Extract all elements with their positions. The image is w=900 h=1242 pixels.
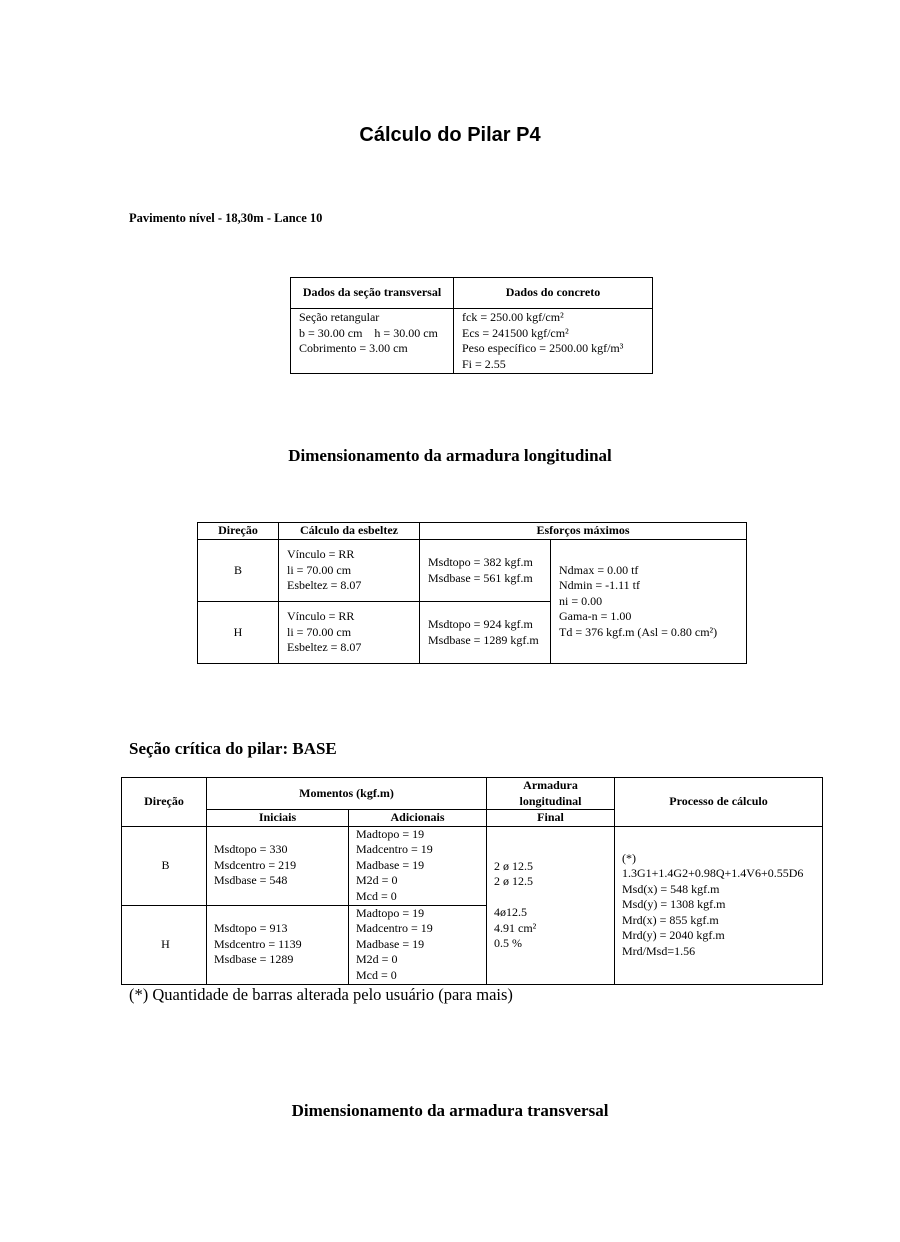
heading-longitudinal: Dimensionamento da armadura longitudinal bbox=[288, 446, 612, 465]
slenderness-table bbox=[197, 522, 747, 664]
slenderness-line: Esbeltez = 8.07 bbox=[287, 578, 362, 593]
additional-line: M2d = 0 bbox=[356, 873, 398, 888]
direction-header: Direção bbox=[122, 778, 207, 827]
initial-line: Msdcentro = 219 bbox=[214, 857, 297, 872]
additional-line: Madtopo = 19 bbox=[356, 826, 425, 841]
concrete-cell bbox=[454, 309, 653, 374]
final-header: Final bbox=[487, 810, 615, 827]
additional-moments-cell bbox=[349, 905, 487, 984]
slenderness-line: li = 70.00 cm bbox=[287, 562, 352, 577]
section-cell bbox=[291, 309, 454, 374]
concrete-line: fck = 250.00 kgf/cm² bbox=[462, 310, 564, 324]
initial-header: Iniciais bbox=[207, 810, 349, 827]
axial-efforts-cell bbox=[551, 540, 747, 664]
moment-line: Msdbase = 1289 kgf.m bbox=[428, 632, 539, 647]
slenderness-line: Vínculo = RR bbox=[287, 547, 355, 562]
initial-line: Msdtopo = 913 bbox=[214, 921, 288, 936]
concrete-line: Ecs = 241500 kgf/cm² bbox=[462, 325, 569, 340]
section-line: b = 30.00 cm h = 30.00 cm bbox=[299, 325, 438, 340]
final-line: 0.5 % bbox=[494, 936, 522, 950]
slenderness-cell bbox=[279, 540, 420, 602]
moment-cell bbox=[420, 602, 551, 664]
initial-line: Msdbase = 1289 bbox=[214, 952, 294, 967]
efforts-header: Esforços máximos bbox=[420, 523, 747, 540]
footnote: (*) Quantidade de barras alterada pelo usuário (para mais) bbox=[129, 985, 513, 1004]
additional-line: Madbase = 19 bbox=[356, 857, 425, 872]
final-line: 2 ø 12.5 bbox=[494, 874, 533, 888]
axial-line: Td = 376 kgf.m (Asl = 0.80 cm²) bbox=[559, 624, 718, 639]
process-line: Msd(x) = 548 kgf.m bbox=[622, 881, 720, 896]
additional-line: Madtopo = 19 bbox=[356, 905, 425, 920]
process-cell bbox=[615, 826, 823, 984]
process-line: Mrd(y) = 2040 kgf.m bbox=[622, 928, 725, 943]
additional-line: Madcentro = 19 bbox=[356, 921, 433, 936]
moment-line: Msdtopo = 382 kgf.m bbox=[428, 555, 533, 569]
slenderness-line: Esbeltez = 8.07 bbox=[287, 640, 362, 655]
final-line: 4ø12.5 bbox=[494, 905, 527, 919]
section-line: Cobrimento = 3.00 cm bbox=[299, 341, 408, 355]
section-header: Dados da seção transversal bbox=[291, 278, 454, 309]
additional-line: Madbase = 19 bbox=[356, 936, 425, 951]
slenderness-line: li = 70.00 cm bbox=[287, 624, 352, 639]
reinforcement-header: Armadura longitudinal bbox=[487, 778, 615, 810]
additional-moments-cell bbox=[349, 826, 487, 905]
process-line: (*) bbox=[622, 850, 636, 865]
axial-line: Ndmax = 0.00 tf bbox=[559, 562, 639, 577]
direction-cell: H bbox=[122, 905, 207, 984]
initial-line: Msdbase = 548 bbox=[214, 873, 288, 888]
final-line: 2 ø 12.5 bbox=[494, 858, 533, 873]
final-spacer bbox=[494, 890, 610, 906]
initial-line: Msdtopo = 330 bbox=[214, 842, 288, 857]
additional-header: Adicionais bbox=[349, 810, 487, 827]
heading-transversal: Dimensionamento da armadura transversal bbox=[291, 1101, 609, 1120]
direction-cell: H bbox=[198, 602, 279, 664]
critical-section-table bbox=[121, 777, 823, 985]
axial-line: Ndmin = -1.11 tf bbox=[559, 578, 640, 593]
page-title: Cálculo do Pilar P4 bbox=[359, 124, 541, 146]
concrete-line: Peso específico = 2500.00 kgf/m³ bbox=[462, 341, 624, 355]
direction-cell: B bbox=[198, 540, 279, 602]
additional-line: Mcd = 0 bbox=[356, 967, 397, 982]
heading-critical-section: Seção crítica do pilar: BASE bbox=[129, 739, 337, 758]
moment-line: Msdtopo = 924 kgf.m bbox=[428, 617, 533, 631]
axial-line: ni = 0.00 bbox=[559, 593, 603, 608]
initial-line: Msdcentro = 1139 bbox=[214, 936, 302, 951]
direction-cell: B bbox=[122, 826, 207, 905]
axial-line: Gama-n = 1.00 bbox=[559, 609, 632, 624]
process-line: Mrd(x) = 855 kgf.m bbox=[622, 912, 719, 927]
concrete-header: Dados do concreto bbox=[454, 278, 653, 309]
process-line: Mrd/Msd=1.56 bbox=[622, 943, 696, 958]
process-line: 1.3G1+1.4G2+0.98Q+1.4V6+0.55D6 bbox=[622, 866, 804, 881]
moments-header: Momentos (kgf.m) bbox=[207, 778, 487, 810]
final-reinforcement-cell bbox=[487, 826, 615, 984]
additional-line: Madcentro = 19 bbox=[356, 842, 433, 857]
direction-header: Direção bbox=[198, 523, 279, 540]
additional-line: Mcd = 0 bbox=[356, 888, 397, 903]
section-line: Seção retangular bbox=[299, 310, 380, 324]
process-line: Msd(y) = 1308 kgf.m bbox=[622, 897, 726, 912]
floor-level-label: Pavimento nível - 18,30m - Lance 10 bbox=[129, 211, 323, 225]
slenderness-cell bbox=[279, 602, 420, 664]
moment-cell bbox=[420, 540, 551, 602]
slenderness-line: Vínculo = RR bbox=[287, 609, 355, 624]
initial-moments-cell bbox=[207, 905, 349, 984]
slenderness-header: Cálculo da esbeltez bbox=[279, 523, 420, 540]
additional-line: M2d = 0 bbox=[356, 952, 398, 967]
initial-moments-cell bbox=[207, 826, 349, 905]
moment-line: Msdbase = 561 kgf.m bbox=[428, 570, 533, 585]
final-line: 4.91 cm² bbox=[494, 920, 537, 935]
concrete-line: Fi = 2.55 bbox=[462, 356, 506, 371]
process-header: Processo de cálculo bbox=[615, 778, 823, 827]
section-data-table bbox=[290, 277, 653, 374]
